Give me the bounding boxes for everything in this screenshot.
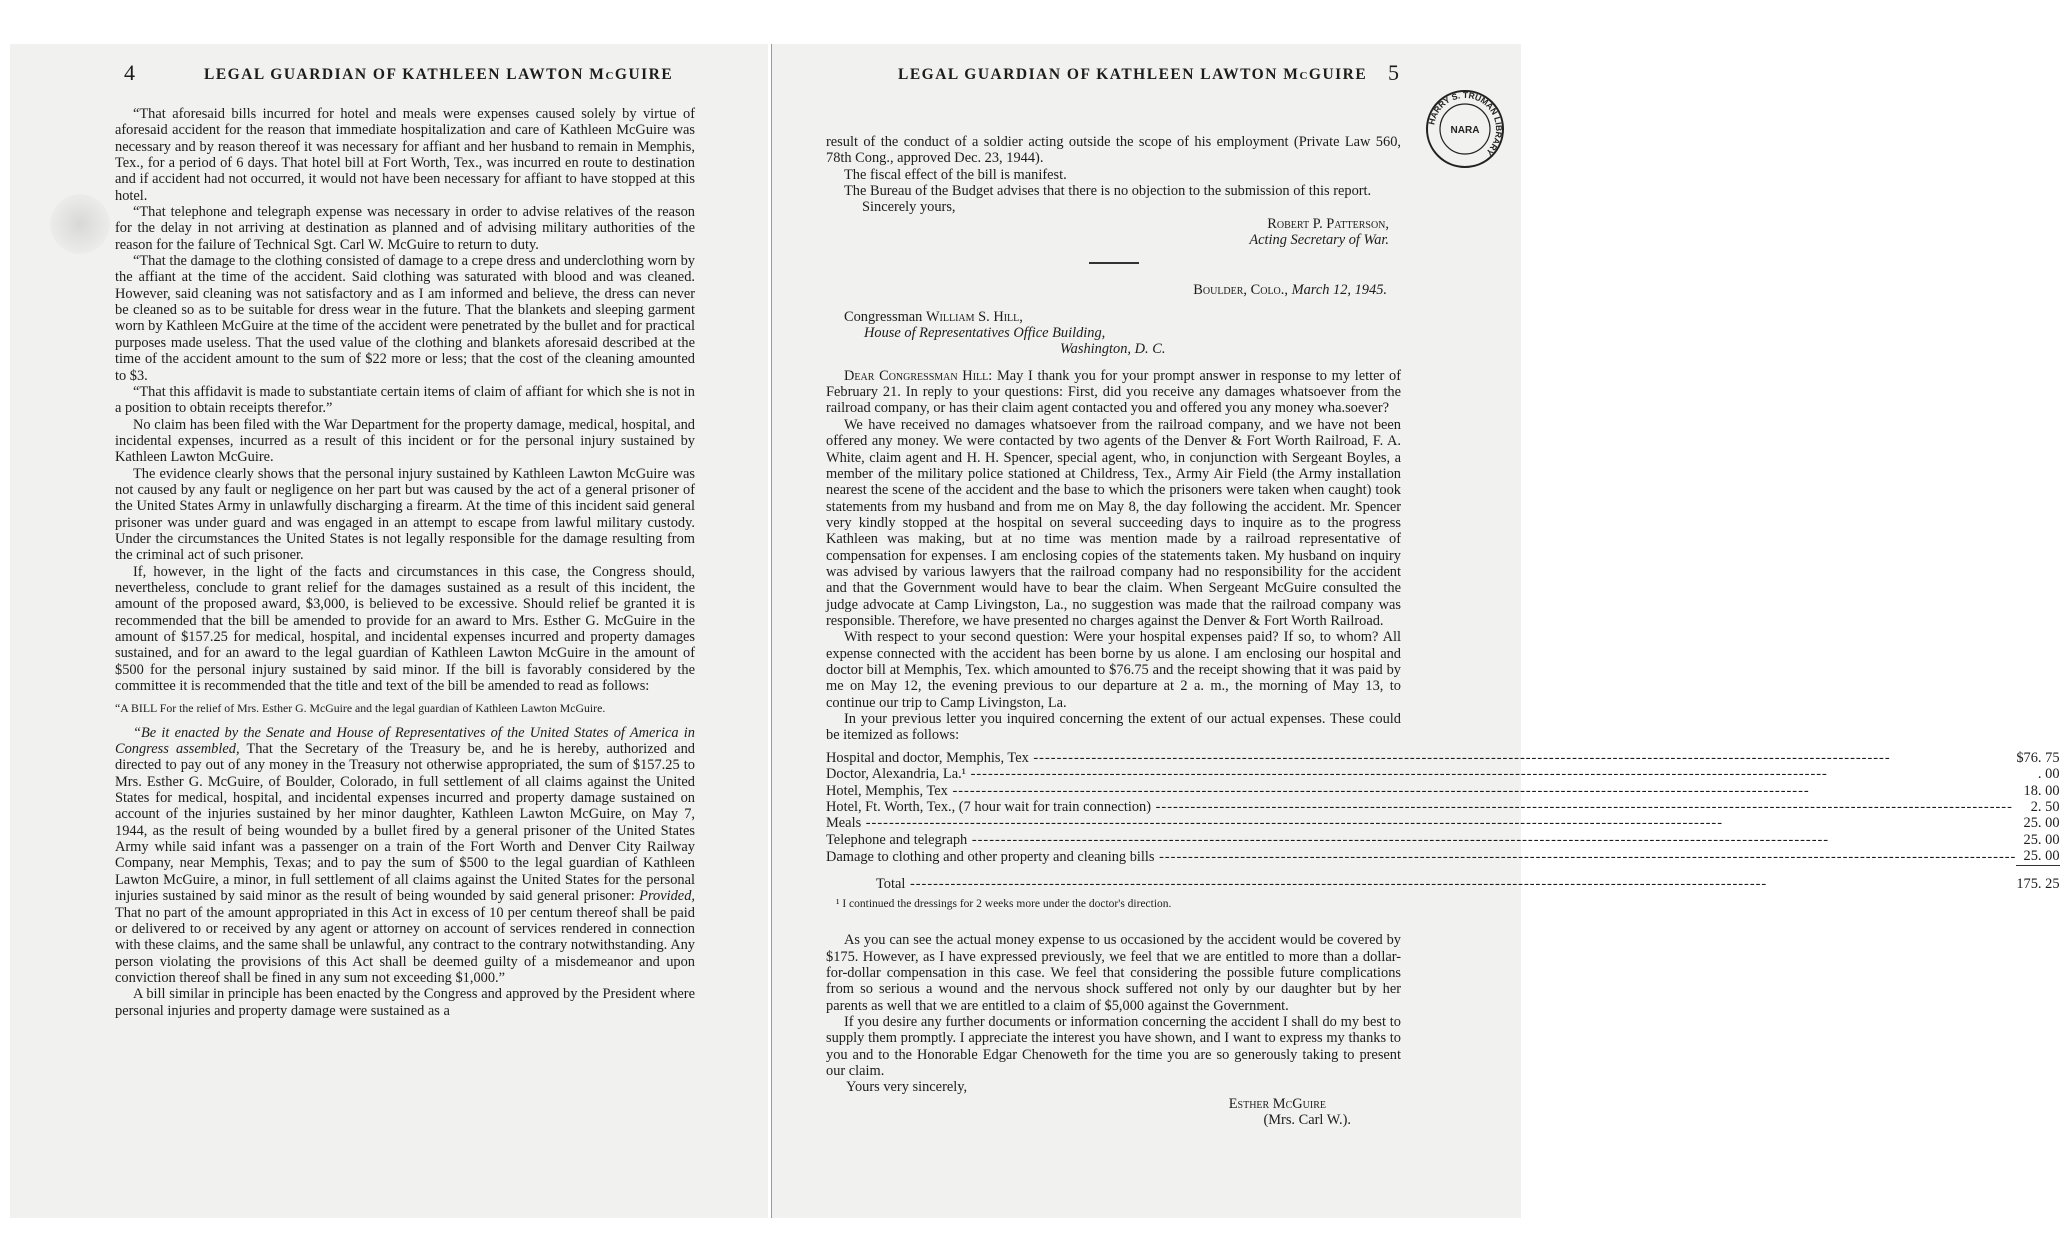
table-row <box>826 766 2060 782</box>
letter-para-3: With respect to your second question: Were your hospital expenses paid? If so, to whom? All expense connected with the accident has been borne by us alone. I am enclosing our hospital and doctor bill at Memphis, Tex. which amounted to $76.75 and the receipt showing that it was paid by me on May 12, the evening previous to our departure at 2 a. m., the morning of May 13, to continue our trip to Camp Livingston, La. <box>826 629 1401 711</box>
fiscal-para: The fiscal effect of the bill is manifest. <box>844 166 1067 183</box>
continuation-para: result of the conduct of a soldier acting outside the scope of his employment (Private Law 560, 78th Cong., approved Dec. 23, 1944). <box>826 134 1401 167</box>
no-claim-para: No claim has been filed with the War Department for the property damage, medical, hospital, and incidental expenses, incurred as a result of this incident or for the personal injury sustained by Kathleen Lawton McGuire. <box>115 416 695 466</box>
affidavit-para-purpose: “That this affidavit is made to substantiate certain items of claim of affiant for which she is not in a position to obtain receipts therefor.” <box>115 383 695 417</box>
address-prefix: Congressman <box>844 308 923 325</box>
archival-smudge <box>50 194 110 254</box>
expense-label: Hotel, Memphis, Tex ----- <box>826 783 2016 799</box>
running-title-left: LEGAL GUARDIAN OF KATHLEEN LAWTON McGUIRE <box>204 66 674 83</box>
section-divider <box>1089 262 1139 264</box>
letter-para-1-text: May I thank you for your prompt answer in response to my letter of February 21. In reply to your questions: First, did you receive any damages whatsoever from the railroad company, or has their claim agent contacted you and offered you any money wha.soever? <box>826 367 1401 417</box>
enacting-text: That the Secretary of the Treasury be, and he is hereby, authorized and directed to pay out of any money in the Treasury not otherwise appropriated, the sum of $157.25 to Mrs. Esther G. McGuire, of Boulder, Colorado, in full settlement of all claims against the United States for medical, hospital, and incidental expenses incurred and property damage sustained on account of the injuries sustained by her minor daughter, Kathleen Lawton McGuire, on May 7, 1944, as the result of being wounded by a bullet fired by a general prisoner of the United States Army while said infant was a passenger on a train of the Fort Worth and Denver City Railway Company, near Memphis, Texas; and to pay the sum of $500 to the legal guardian of Kathleen Lawton McGuire, a minor, in full settlement of all claims against the United States for the personal injuries sustained by said minor as the result of being wounded by said general prisoner: <box>115 741 695 905</box>
table-row <box>826 783 2060 799</box>
expense-label: Damage to clothing and other property and cleaning bills ----- <box>826 848 2016 865</box>
letter-para-4: In your previous letter you inquired concerning the extent of our actual expenses. These could be itemized as follows: <box>826 711 1401 744</box>
bill-title: “A BILL For the relief of Mrs. Esther G. McGuire and the legal guardian of Kathleen Lawton McGuire. <box>115 701 606 716</box>
enacting-italic: “Be it enacted by the Senate and House of Representatives of the United States of America in Congress assembled, <box>115 724 695 758</box>
expense-amount: 2. 50 <box>2030 798 2060 815</box>
table-row <box>826 799 2060 815</box>
letter-para-6: If you desire any further documents or information concerning the accident I shall do my best to supply them promptly. I appreciate the interest you have shown, and I want to express my thanks to you and to the Honorable Edgar Chenoweth for the time you are so generously taking to present our claim. <box>826 1014 1401 1080</box>
expense-label: Hotel, Ft. Worth, Tex., (7 hour wait for train connection) ----- <box>826 799 2016 815</box>
similar-bill-para: A bill similar in principle has been enacted by the Congress and approved by the President where personal injuries and property damage were sustained as a <box>115 986 695 1019</box>
total-row <box>826 865 2060 892</box>
address-line-1 <box>826 309 1401 325</box>
budget-para: The Bureau of the Budget advises that there is no objection to the submission of this report. <box>844 183 1372 200</box>
expense-label: Hospital and doctor, Memphis, Tex ----- <box>826 750 2016 766</box>
page-number-right: 5 <box>1388 60 1399 85</box>
letter-para-5: As you can see the actual money expense to us occasioned by the accident would be covered by $175. However, as I have expressed previously, we feel that we are entitled to more than a dollar-for-dollar compensation in this case. We feel that considering the possible future complications from so serious a wound and the nervous shock suffered not only by our daughter but by her parents as well that we are entitled to a claim of $5,000 against the Government. <box>826 932 1401 1014</box>
expense-label: Doctor, Alexandria, La.¹ ----- <box>826 766 2016 782</box>
table-row <box>826 848 2060 865</box>
signer-2-note: (Mrs. Carl W.). <box>1263 1112 1351 1129</box>
expense-amount: 25. 00 <box>2023 831 2060 848</box>
address-line-2: House of Representatives Office Building, <box>864 325 1106 342</box>
signer-1-title: Acting Secretary of War. <box>1249 232 1389 249</box>
closing-line-2: Yours very sincerely, <box>846 1079 968 1096</box>
expense-amount: $76. 75 <box>2016 749 2060 766</box>
library-stamp <box>1424 88 1506 170</box>
expense-amount: . 00 <box>2037 766 2060 783</box>
affidavit-para-telephone: “That telephone and telegraph expense was necessary in order to advise relatives of the reason for the delay in not arriving at destination as planned and of advising military authorities of the reason for the failure of Technical Sgt. Carl W. McGuire to return to duty. <box>115 204 695 253</box>
left-body-text <box>115 106 695 1019</box>
salutation: Dear Congressman Hill: <box>844 367 993 384</box>
letter-para-1 <box>826 368 1401 417</box>
right-body-text <box>826 134 2060 1129</box>
enacting-text-2: That no part of the amount appropriated in this Act in excess of 10 per centum thereof shall be paid or delivered to or received by any agent or attorney on account of services rendered in connection with these claims, and the same shall be unlawful, any contract to the contrary notwithstanding. Any person violating the provisions of this Act shall be deemed guilty of a misdemeanor and upon conviction thereof shall be fined in any sum not exceeding $1,000.” <box>115 904 695 986</box>
expense-label: Telephone and telegraph ----- <box>826 832 2016 848</box>
signer-2-name: Esther McGuire <box>1228 1095 1326 1112</box>
address-line-3: Washington, D. C. <box>1060 341 1166 358</box>
evidence-para: The evidence clearly shows that the personal injury sustained by Kathleen Lawton McGuire was not caused by any fault or negligence on her part but was caused by the act of a general prisoner of the United States Army in unlawfully discharging a firearm. At the time of this incident said general prisoner was under guard and was engaged in an attempt to escape from lawful military custody. Under the circumstances the United States is not legally responsible for the damage resulting from the criminal act of such prisoner. <box>115 465 695 564</box>
date: March 12, 1945. <box>1291 282 1387 299</box>
place-date-line <box>826 282 1401 298</box>
place: Boulder, Colo., <box>1193 282 1288 299</box>
stamp-ring-text <box>1426 90 1504 158</box>
footnote: ¹ I continued the dressings for 2 weeks more under the doctor's direction. <box>836 897 1172 910</box>
expense-amount: 25. 00 <box>2023 815 2060 832</box>
table-row <box>826 832 2060 848</box>
table-row <box>826 815 2060 831</box>
provided-italic: Provided, <box>639 888 695 905</box>
page-number-left: 4 <box>124 60 135 85</box>
affidavit-para-clothing: “That the damage to the clothing consisted of damage to a crepe dress and underclothing worn by the affiant at the time of the accident. Said clothing was saturated with blood and was cleaned. However, said cleaning was not satisfactory and as I am informed and believe, the dress can never be cleaned so as to be suitable for dress wear in the future. That the blankets and sleeping garment worn by Kathleen McGuire at the time of the accident were penetrated by the bullet and for practical purposes made useless. That the used value of the clothing and blankets aforesaid described at the time of the accident amount to the sum of $22 more or less; that the cost of the cleaning amounted to $3. <box>115 253 695 384</box>
expense-amount: 25. 00 <box>2023 848 2060 865</box>
enacting-clause <box>115 725 695 987</box>
relief-para: If, however, in the light of the facts and circumstances in this case, the Congress should, nevertheless, conclude to grant relief for the damages sustained as a result of this incident, the amount of the proposed award, $3,000, is believed to be excessive. Should relief be granted it is recommended that the bill be amended to provide for an award to Mrs. Esther G. McGuire in the amount of $157.25 for medical, hospital, and incidental expenses incurred and property damages sustained, and for an award to the legal guardian of Kathleen Lawton McGuire in the amount of $500 for the personal injury sustained by said minor. If the bill is favorably considered by the committee it is recommended that the title and text of the bill be amended to read as follows: <box>115 563 695 695</box>
address-name: William S. Hill, <box>925 308 1023 325</box>
affidavit-para-hotel: “That aforesaid bills incurred for hotel and meals were expenses caused solely by virtue of aforesaid accident for the reason that immediate hospitalization and care of Kathleen McGuire was necessary and by reason thereof it was necessary for affiant and her husband to remain in Memphis, Tex., for a period of 6 days. That hotel bill at Fort Worth, Tex., was incurred en route to destination and if accident had not occurred, it would not have been necessary for affiant to have stopped at this hotel. <box>115 106 695 204</box>
table-row <box>826 750 2060 766</box>
expense-label: Meals ----- <box>826 815 2016 831</box>
signer-1-name: Robert P. Patterson, <box>1267 215 1389 232</box>
running-title-right: LEGAL GUARDIAN OF KATHLEEN LAWTON McGUIRE <box>898 66 1368 83</box>
closing-line-1: Sincerely yours, <box>862 199 956 216</box>
stamp-ring-path: HARRY S. TRUMAN LIBRARY <box>1426 89 1505 158</box>
stamp-center-text: NARA <box>1450 125 1480 136</box>
total-label: Total ----- <box>826 865 2016 892</box>
expense-table <box>826 750 2060 892</box>
right-running-head <box>0 60 1530 90</box>
letter-para-2: We have received no damages whatsoever from the railroad company, and we have not been offered any money. We were contacted by two agents of the Denver & Fort Worth Railroad, F. A. White, claim agent and H. H. Spencer, special agent, who, in conjunction with Sergeant Boyles, a member of the military police stationed at Childress, Tex., Army Air Field (the Army installation nearest the scene of the accident and the base to which the prisoners were taken when caught) took statements from my husband and from me on May 8, the day following the accident. Mr. Spencer very kindly stopped at the hospital on several succeeding days to inquire as to the progress Kathleen was making, but at no time was mention made by a railroad representative of compensation for expenses. I am enclosing copies of the statements taken. My husband on inquiry was advised by various lawyers that the railroad company had no responsibility for the accident and that the Government would have to bear the claim. When Sergeant McGuire consulted the judge advocate at Camp Livingston, La., no suggestion was made that the railroad company was responsible. Therefore, we have presented no charges against the Denver & Fort Worth Railroad. <box>826 416 1401 629</box>
expense-amount: 18. 00 <box>2023 782 2060 799</box>
total-amount: 175. 25 <box>2016 865 2059 892</box>
